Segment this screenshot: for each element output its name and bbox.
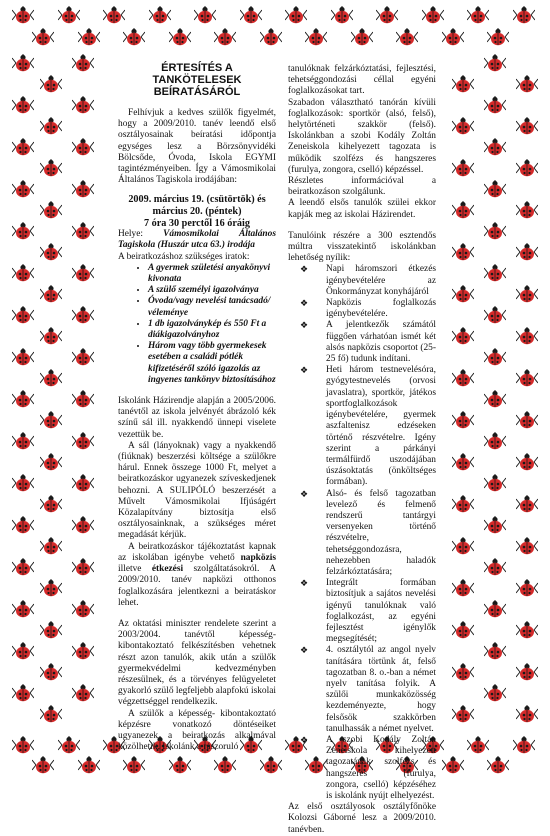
ladybug-icon bbox=[452, 663, 474, 681]
ladybug-icon bbox=[452, 285, 474, 303]
requirements-heading: A beiratkozáshoz szükséges iratok: bbox=[118, 251, 250, 262]
ladybug-icon bbox=[452, 327, 474, 345]
meals-text-3: szolgáltatásokról. A 2009/2010. tanév napközi otthonos foglalkozására jelentkezni a beiratáskor lehet. bbox=[118, 564, 277, 608]
ladybug-icon bbox=[40, 495, 62, 513]
ladybug-icon bbox=[72, 180, 94, 198]
ladybug-icon bbox=[72, 222, 94, 240]
requirement-item: • A gyermek születési anyakönyvi kivonata bbox=[148, 263, 276, 285]
ladybug-icon bbox=[32, 28, 54, 46]
ladybug-icon bbox=[516, 579, 538, 597]
ladybug-icon bbox=[72, 516, 94, 534]
requirements-list bbox=[118, 263, 276, 386]
date-line-2: 7 óra 30 perctől 16 óráig bbox=[144, 217, 250, 229]
ladybug-icon bbox=[72, 600, 94, 618]
ladybug-icon bbox=[422, 6, 444, 24]
ladybug-icon bbox=[12, 264, 34, 282]
ladybug-icon bbox=[516, 705, 538, 723]
ladybug-icon bbox=[487, 756, 509, 774]
requirement-item: • A szülő személyi igazolványa bbox=[148, 285, 276, 296]
opportunity-item bbox=[300, 264, 436, 298]
opportunity-text: Napi háromszori étkezés igénybevételére az Önkormányzat konyhájáról bbox=[326, 264, 436, 297]
ladybug-icon bbox=[513, 736, 535, 754]
diamond-bullet-icon: ❖ bbox=[300, 320, 309, 331]
ladybug-icon bbox=[40, 159, 62, 177]
ladybug-icon bbox=[123, 756, 145, 774]
ladybug-icon bbox=[516, 201, 538, 219]
ladybug-icon bbox=[396, 28, 418, 46]
opportunity-text: Heti három testnevelésóra, gyógytestnevelés (orvosi javaslatra), sportkör, játékos sportfoglalkozások igénybevételére, gyermek aszfaltenisz edzéseken történő részvételre. Igény szerint a párkányi termálfürdő uszodájában úszásoktatás (önköltséges formában). bbox=[326, 365, 436, 488]
ladybug-icon bbox=[260, 28, 282, 46]
ladybug-icon bbox=[484, 180, 506, 198]
ladybug-icon bbox=[169, 28, 191, 46]
intro-paragraph: Felhívjuk a kedves szülők figyelmét, hogy a 2009/2010. tanév leendő első osztályosainak beíratási időpontja egységes lesz a Börzsönyvidéki Bölcsőde, Óvoda, Iskola EGYMI tagintézményeiben. Így a Vámosmikolai Általános Tagiskola irodájában: bbox=[118, 108, 276, 186]
ladybug-icon bbox=[78, 28, 100, 46]
elective-paragraph: Szabadon választható tanórán kívüli foglalkozások: sportkör (alsó, felső), helytörténeti szakkör (felső). Iskolánkban a szobi Kodály Zoltán Zeneiskola kihelyezett tagozata is működik szolfézs és hangszeres (furulya, zongora, cselló) képzéssel. bbox=[288, 97, 436, 175]
ladybug-icon bbox=[103, 6, 125, 24]
ladybug-icon bbox=[12, 600, 34, 618]
date-line-1: 2009. március 19. (csütörtök) és március 20. (péntek) bbox=[128, 194, 266, 218]
ladybug-icon bbox=[12, 642, 34, 660]
anniversary-paragraph: Tanulóink részére a 300 esztendős múltra visszatekintő iskolánkban lehetőség nyílik: bbox=[288, 230, 436, 264]
ladybug-icon bbox=[452, 201, 474, 219]
ladybug-icon bbox=[12, 736, 34, 754]
ladybug-icon bbox=[40, 327, 62, 345]
venue-line bbox=[118, 229, 276, 251]
meals-paragraph bbox=[118, 542, 276, 609]
ladybug-icon bbox=[516, 537, 538, 555]
opportunity-text: Alsó- és felső tagozatban levelező és felmenő rendszerű tantárgyi versenyeken történő részvételre, tehetséggondozásra, nehezebben haladók felzárkóztatására; bbox=[326, 488, 436, 577]
ladybug-icon bbox=[12, 222, 34, 240]
ladybug-icon bbox=[40, 663, 62, 681]
ladybug-icon bbox=[72, 54, 94, 72]
ladybug-icon bbox=[12, 96, 34, 114]
opportunity-item bbox=[300, 578, 436, 645]
ladybug-icon bbox=[452, 159, 474, 177]
ladybug-icon bbox=[484, 642, 506, 660]
ladybug-icon bbox=[467, 736, 489, 754]
ladybug-icon bbox=[484, 684, 506, 702]
closing-paragraph: Az első osztályosok osztályfőnöke Kolozsi Gáborné lesz a 2009/2010. tanévben. bbox=[288, 802, 436, 835]
ladybug-icon bbox=[516, 159, 538, 177]
ladybug-icon bbox=[452, 75, 474, 93]
ladybug-icon bbox=[149, 6, 171, 24]
ladybug-icon bbox=[12, 558, 34, 576]
ladybug-icon bbox=[452, 411, 474, 429]
ladybug-icon bbox=[331, 6, 353, 24]
ladybug-icon bbox=[452, 621, 474, 639]
ladybug-icon bbox=[516, 243, 538, 261]
requirement-item: • Három vagy több gyermekesek esetében a családi pótlék kifizetéséről szóló igazolás az ingyenes tankönyv biztosításához bbox=[148, 341, 276, 386]
ladybug-icon bbox=[452, 369, 474, 387]
ladybug-icon bbox=[12, 180, 34, 198]
ladybug-icon bbox=[12, 474, 34, 492]
ladybug-icon bbox=[72, 684, 94, 702]
ladybug-icon bbox=[484, 516, 506, 534]
ladybug-icon bbox=[442, 756, 464, 774]
right-column bbox=[288, 64, 436, 836]
opportunity-text: 4. osztálytól az angol nyelv tanítására törtünk át, felső tagozatban 8. o.-ban a német nyelv tanítása folyik. A szülői munkaközösség kezdeményezte, hogy felsősök szakkörben tanulhassák a német nyelvet. bbox=[326, 645, 436, 734]
ladybug-icon bbox=[40, 453, 62, 471]
opportunity-item bbox=[300, 365, 436, 488]
ladybug-icon bbox=[72, 138, 94, 156]
ladybug-icon bbox=[214, 756, 236, 774]
ladybug-icon bbox=[72, 348, 94, 366]
requirement-item: • Óvoda/vagy nevelési tanácsadó/ véleménye bbox=[148, 296, 276, 318]
ladybug-icon bbox=[40, 579, 62, 597]
ladybug-icon bbox=[516, 117, 538, 135]
rules-given-paragraph: A leendő elsős tanulók szülei ekkor kapják meg az iskolai Házirendet. bbox=[288, 198, 436, 220]
ladybug-icon bbox=[32, 756, 54, 774]
ladybug-icon bbox=[452, 705, 474, 723]
ladybug-icon bbox=[516, 495, 538, 513]
requirement-item: • 1 db igazolványkép és 550 Ft a diákigazolványhoz bbox=[148, 319, 276, 341]
ladybug-icon bbox=[484, 558, 506, 576]
ladybug-icon bbox=[516, 75, 538, 93]
ladybug-icon bbox=[487, 28, 509, 46]
continuation-paragraph: tanulóknak felzárkóztatási, fejlesztési, tehetséggondozási céllal egyéni foglalkozásokat tart. bbox=[288, 64, 436, 97]
opportunity-item bbox=[300, 735, 436, 802]
ladybug-icon bbox=[12, 54, 34, 72]
ladybug-icon bbox=[516, 327, 538, 345]
ladybug-icon bbox=[169, 756, 191, 774]
ladybug-icon bbox=[484, 138, 506, 156]
title-line-2: BEÍRATÁSÁRÓL bbox=[153, 86, 241, 98]
meals-bold-etkezesi: étkezési bbox=[151, 564, 184, 575]
ladybug-icon bbox=[516, 411, 538, 429]
ladybug-icon bbox=[40, 243, 62, 261]
meals-bold-napkozis: napközis bbox=[240, 552, 276, 563]
ladybug-icon bbox=[78, 756, 100, 774]
ladybug-icon bbox=[72, 306, 94, 324]
ladybug-icon bbox=[72, 432, 94, 450]
ladybug-icon bbox=[58, 6, 80, 24]
ladybug-icon bbox=[72, 642, 94, 660]
ladybug-icon bbox=[58, 736, 80, 754]
ladybug-icon bbox=[285, 6, 307, 24]
left-column bbox=[118, 62, 276, 753]
ladybug-icon bbox=[40, 201, 62, 219]
ladybug-icon bbox=[12, 432, 34, 450]
ladybug-icon bbox=[40, 117, 62, 135]
ladybug-icon bbox=[516, 369, 538, 387]
ladybug-icon bbox=[260, 756, 282, 774]
diamond-bullet-icon: ❖ bbox=[300, 488, 309, 499]
meals-text-2: illetve bbox=[118, 564, 152, 575]
page-title bbox=[118, 62, 276, 98]
ladybug-icon bbox=[72, 96, 94, 114]
venue-value: Vámosmikolai Általános Tagiskola (Huszár utca 63.) irodája bbox=[118, 229, 276, 251]
ladybug-icon bbox=[452, 117, 474, 135]
ladybug-icon bbox=[194, 6, 216, 24]
ladybug-icon bbox=[516, 453, 538, 471]
meals-text-1: A beiratkozáskor tájékoztatást kapnak az iskolában igénybe vehető bbox=[118, 541, 276, 563]
ladybug-icon bbox=[12, 684, 34, 702]
opportunity-text: Napközis foglalkozás igénybevételére. bbox=[326, 298, 436, 320]
ladybug-icon bbox=[484, 348, 506, 366]
ladybug-icon bbox=[484, 96, 506, 114]
ladybug-icon bbox=[72, 390, 94, 408]
ladybug-icon bbox=[72, 264, 94, 282]
opportunity-text: A jelentkezők számától függően várhatóan ismét két alsós napközis csoportot (25-25 fő) tudunk indítani. bbox=[326, 320, 436, 365]
opportunity-text: A szobi Kodály Zoltán Zeneiskola kihelyezett tagozatának szolfézs és hangszeres (furulya, zongora, cselló) képzéséhez is iskolánk nyújt elhelyezést. bbox=[326, 734, 436, 801]
ladybug-icon bbox=[516, 285, 538, 303]
ladybug-icon bbox=[72, 474, 94, 492]
diamond-bullet-icon: ❖ bbox=[300, 578, 309, 589]
ladybug-icon bbox=[484, 390, 506, 408]
opportunity-item bbox=[300, 489, 436, 579]
ladybug-icon bbox=[452, 537, 474, 555]
details-paragraph: Részletes információval a beiratkozáson szolgálunk. bbox=[288, 176, 436, 198]
ladybug-icon bbox=[40, 621, 62, 639]
ladybug-icon bbox=[40, 369, 62, 387]
title-line-1: ÉRTESÍTÉS A TANKÖTELESEK bbox=[152, 62, 242, 86]
scarf-paragraph: A sál (lányoknak) vagy a nyakkendő (fiúknak) beszerzési költsége a szülőkre hárul. Ennek összege 1000 Ft, melyet a beiratkozáskor ugyanezek szíveskedjenek behozni. A SULIPÓLÓ beszerzését a Művelt Vámosmikolai Ifjúságért Közalapítvány biztosítja első osztályosainknak, a szükséges méret megadását kérjük. bbox=[118, 440, 276, 541]
opportunities-list bbox=[288, 264, 436, 802]
ladybug-icon bbox=[214, 28, 236, 46]
ladybug-icon bbox=[12, 516, 34, 534]
ladybug-icon bbox=[452, 579, 474, 597]
ladybug-icon bbox=[484, 600, 506, 618]
ladybug-icon bbox=[484, 306, 506, 324]
opportunity-text: Integrált formában biztosítjuk a sajátos nevelési igényű tanulóknak való foglalkozást, az egyéni fejlesztést igénylők megsegítését; bbox=[326, 578, 436, 645]
ladybug-icon bbox=[484, 222, 506, 240]
diamond-bullet-icon: ❖ bbox=[300, 365, 309, 376]
ladybug-icon bbox=[240, 6, 262, 24]
house-rules-paragraph: Iskolánk Házirendje alapján a 2005/2006. tanévtől az iskola jelvényét ábrázoló kék színű sál ill. nyakkendő ünnepi viselete vezettük be. bbox=[118, 396, 276, 440]
ladybug-icon bbox=[513, 6, 535, 24]
ladybug-icon bbox=[40, 75, 62, 93]
opportunity-item bbox=[300, 320, 436, 365]
ladybug-icon bbox=[72, 558, 94, 576]
ladybug-icon bbox=[40, 285, 62, 303]
ladybug-icon bbox=[467, 6, 489, 24]
ladybug-icon bbox=[442, 28, 464, 46]
ladybug-icon bbox=[12, 348, 34, 366]
ladybug-icon bbox=[40, 537, 62, 555]
decree-paragraph: Az oktatási miniszter rendelete szerint a 2003/2004. tanévtől képesség-kibontakoztató felkészítésben vehetnek részt azon tanulók, akik után a szülők gyermekvédelmi kedvezményben részesülnek, és a törvényes felügyeletet gyakorló szülő legfeljebb alapfokú iskolai végzettséggel rendelkezik. bbox=[118, 618, 276, 708]
decisions-paragraph: A szülők a képesség- kibontakoztató képzésre vonatkozó döntéseiket ugyanezek a beiratkozás alkalmával közölhetik. Iskolánk a rászoruló bbox=[118, 708, 276, 753]
ladybug-icon bbox=[484, 474, 506, 492]
ladybug-icon bbox=[484, 264, 506, 282]
ladybug-icon bbox=[12, 138, 34, 156]
ladybug-icon bbox=[516, 663, 538, 681]
ladybug-icon bbox=[516, 621, 538, 639]
ladybug-icon bbox=[452, 495, 474, 513]
diamond-bullet-icon: ❖ bbox=[300, 645, 309, 656]
opportunity-item bbox=[300, 298, 436, 320]
ladybug-icon bbox=[452, 453, 474, 471]
ladybug-icon bbox=[12, 306, 34, 324]
diamond-bullet-icon: ❖ bbox=[300, 264, 309, 275]
ladybug-icon bbox=[452, 243, 474, 261]
ladybug-icon bbox=[12, 6, 34, 24]
ladybug-icon bbox=[305, 28, 327, 46]
venue-label: Helye: bbox=[118, 229, 164, 240]
ladybug-icon bbox=[40, 705, 62, 723]
opportunity-item bbox=[300, 645, 436, 735]
ladybug-icon bbox=[12, 390, 34, 408]
diamond-bullet-icon: ❖ bbox=[300, 734, 309, 745]
ladybug-icon bbox=[484, 432, 506, 450]
ladybug-icon bbox=[376, 6, 398, 24]
ladybug-icon bbox=[40, 411, 62, 429]
ladybug-icon bbox=[123, 28, 145, 46]
ladybug-icon bbox=[484, 54, 506, 72]
diamond-bullet-icon: ❖ bbox=[300, 298, 309, 309]
ladybug-icon bbox=[351, 28, 373, 46]
